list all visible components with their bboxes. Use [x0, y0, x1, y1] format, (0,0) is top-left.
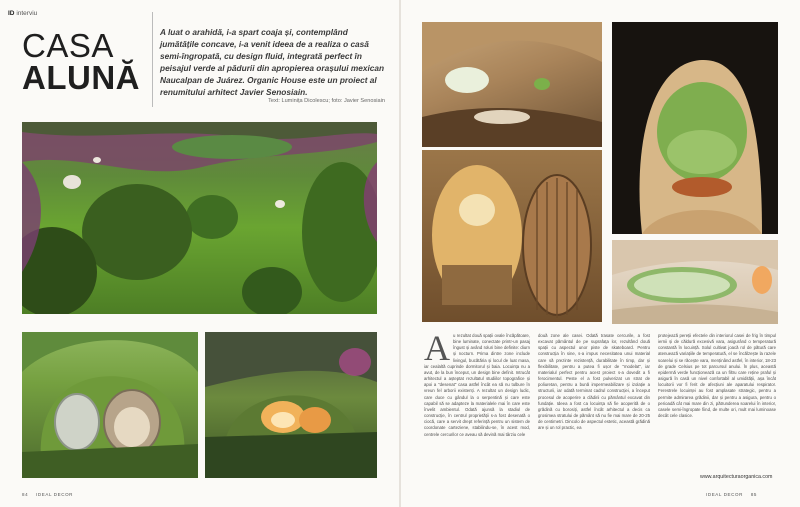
drop-cap: A — [424, 328, 450, 368]
title-divider — [152, 12, 153, 107]
article-column-2: două zone ale casei. Odată trasate cercurile, a fost excavat pământul de pe suprafața lor, rezultând două spații cu aspectul unor piste de skateboard. Pentru construcția în sine, s-a impus necesitatea unui material care să prezinte rezistență, durabilitate în timp, dar și flexibilitate, pentru a putea fi ușor de "modelat", iar materialul perfect pentru acest proiect s-a dovedit a fi ferocimentul. Peste el a fost pulverizat un strat de poliuretan, pentru a bună impermeabilizare și izolație a structurii, iar odată terminat cadrul construcției, a început procesul de acoperire a clădirii cu pământul excavat din fundație. Ideea a fost ca locuința să fie acoperită de o grădină cu borosiți, astfel încât arhitectul a decis ca grosimea stratului de pământ să nu fie mai mare de 20-25 de centimetri. Dincolo de aspectul estetic, această grădină are și un rol practic, ea — [538, 333, 650, 431]
page-gutter — [399, 0, 401, 507]
column-1-text: u rezultat două spații ovale încăpătoare, bine luminate, conectate printr-un pasaj îngust și având roluri bine definite: diurn și nocturn. Prima dintre zone include livingul, bucătăria și locul de luat masa, iar cealaltă cuprinde dormitorul și baia. Locuința nu a avut, de la bun început, un design bine definit. Intrucât arhitectul a așteptat rezultatul studiilor topografice și apoi a "desenat" casa astfel încât ea să nu tulbure în vreun fel arborii existenți. A rezultat un design ludic, care duce cu gândul la o serpentină și care este capabil să se adapteze la materialele mai în care este învelit ambientul. Odată ajunsă la stadiul de construcție, în centrul proprietății s-a fost desenată o ciocă, care a servit drept referință pentru un sistem de coordonate carteziene, stabilindu-se, în acest mod, centrele cercurilor ce aveau să devină mai târziu cele — [424, 333, 530, 437]
title-line-1: CASA — [22, 27, 114, 64]
interior-window-photo — [612, 240, 778, 324]
living-room-photo — [422, 22, 602, 147]
aerial-garden-photo — [22, 122, 377, 314]
page-number-right: 85 — [750, 492, 758, 497]
magazine-name-left: IDEAL DECOR — [36, 492, 74, 497]
section-label — [8, 10, 37, 17]
section-code: ID — [8, 10, 15, 17]
garden-window-photo — [22, 332, 198, 478]
article-title — [22, 27, 140, 96]
article-column-1 — [424, 328, 530, 438]
title-line-2: ALUNĂ — [22, 59, 140, 96]
oval-doorway-photo — [612, 22, 778, 234]
bathroom-photo — [422, 150, 602, 322]
lead-paragraph: A luat o arahidă, i-a spart coaja și, contemplând jumătățile concave, i-a venit ideea de a realiza o casă semi-îngropată, cu design fluid, integrată perfect în peisajul verde al pădurii din apropierea orașului mexican Naucalpan de Juárez. Organic House este un proiect al renumitului arhitect Javier Senosiain. — [160, 27, 385, 98]
article-column-3: protejează pereții efectele din interiorul casei de frig în timpul iernii și de căldură excesivă vara, asigurând o temperatură constantă în locuință. Solul cultivat joacă rol de pătură care atenuează variațiile de temperatură, el se încălzește la razele soarelui și se răcește vara, menținând astfel, în interior, 18-23 de grade Celsius pe tot parcursul anului. În plus, această epidermă verde funcționează ca un filtru care reține praful și asigură în casă un nivel confortabil al umidității, așa încât locuitorii vor fi ferit de afecțiuni ale aparatului respirator. Ferestrele locuinței au fost amplasate strategic, pentru a permite admirarea grădinii, dar și pentru a asigura, pentru o perioadă cât mai mare din zi, pătrunderea soarelui în interior, casele semi-îngropate fiind, de multe ori, mult mai luminoase decât cele clasice. — [658, 333, 776, 419]
page-number-left: 84 — [22, 492, 29, 497]
section-name: interviu — [16, 10, 38, 17]
footer-left — [22, 492, 73, 497]
website-link[interactable]: www.arquitecturaorganica.com — [700, 474, 773, 480]
magazine-name-right: IDEAL DECOR — [706, 492, 743, 497]
photo-credit: Text: Luminița Dicolescu; foto: Javier Senosiain — [268, 98, 385, 104]
night-house-photo — [205, 332, 377, 478]
footer-right — [706, 492, 757, 497]
